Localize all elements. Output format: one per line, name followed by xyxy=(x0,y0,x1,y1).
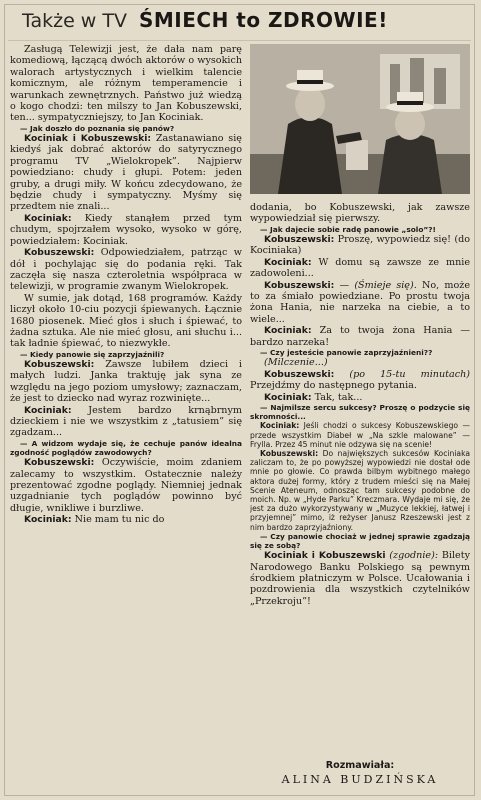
speaker: Kociniak i Kobuszewski: xyxy=(24,133,152,145)
answer-5 xyxy=(10,359,242,405)
answer-7 xyxy=(10,457,242,514)
headline xyxy=(8,8,471,41)
speaker: Kociniak: xyxy=(264,391,312,403)
reply-text: Przejdźmy do następnego pytania. xyxy=(250,380,417,392)
speaker: Kociniak: xyxy=(24,212,72,224)
question-1: — Jak doszło do poznania się panów? xyxy=(20,123,175,133)
two-men-photo xyxy=(250,44,470,194)
intro-paragraph: Zasługą Telewizji jest, że dała nam parę komediową, łączącą dwóch aktorów o wysokich walorach artystycznych i wielkim talencie komicznym, ale różnym temperamencie i warunkach zewnętrznych. Państwo już wiedzą o kogo chodzi: ten milszy to Jan Kobuszewski, ten... sympatyczniejszy, to Jan Kociniak. xyxy=(10,44,242,124)
left-column xyxy=(10,44,242,790)
reply-text: Jeśli chodzi o sukcesy Kobuszewskiego — przede wszystkim Diabeł w „Na szkle malowane” — Frylla. Przez 45 minut nie odzywa się na scenie! xyxy=(250,421,470,449)
reply-8 xyxy=(250,421,470,449)
reply-text: Tak, tak... xyxy=(314,391,363,403)
reply-9 xyxy=(250,449,470,532)
stage-direction: (Milczenie...) xyxy=(264,357,328,369)
reply-10 xyxy=(250,550,470,607)
byline xyxy=(250,760,470,792)
answer-text: Kiedy stanąłem przed tym chudym, spojrzałem wysoko, wysoko w górę, powiedziałem: Kociniak. xyxy=(10,212,242,247)
speaker: Kobuszewski: xyxy=(24,247,95,259)
speaker: Kobuszewski: xyxy=(264,368,335,380)
reply-2 xyxy=(250,257,470,280)
question-7: — Czy panowie chociaż w jednej sprawie zgadzają się ze sobą? xyxy=(250,531,470,550)
answer-3 xyxy=(10,247,242,293)
question-4: — Jak dajecie sobie radę panowie „solo”?! xyxy=(260,224,436,234)
reply-text: Za to twoja żona Hania — bardzo narzeka! xyxy=(250,325,470,348)
answer-text: Jestem bardzo krnąbrnym dzieckiem i nie we wszystkim z „tatusiem” się zgadzam... xyxy=(10,404,242,439)
speaker: Kociniak: xyxy=(260,421,300,431)
headline-kicker: Także w TV xyxy=(22,10,127,32)
answer-text: Odpowiedziałem, patrząc w dół i pochylając się do podania ręki. Tak zaczęła się nasza czteroletnia współpraca w telewizji, w programie zwanym Wielokropek. xyxy=(10,247,242,293)
question-2: — Kiedy panowie się zaprzyjaźnili? xyxy=(20,349,165,359)
speaker: Kobuszewski: xyxy=(264,279,335,291)
answer-text: Oczywiście, moim zdaniem zalecamy to wszystkim. Ostatecznie należy prezentować zgodne poglądy. Niemniej jednak uzgadnianie tych poglądów powinno być długie, wnikliwe i burzliwe. xyxy=(10,457,242,514)
reply-1 xyxy=(250,234,470,257)
reply-text: Do największych sukcesów Kociniaka zaliczam to, że po powyższej wypowiedzi nie dostał ode mnie po głowie. Co prawda bilbym wybitnego małego aktora dużej formy, który z trudem mieści się na Małej Scenie Ateneum, odnosząc tam sukcesy podobne do moich. Np. w „Hyde Parku” Kreczmara. Wydaje mi się, że jest za dużo wykorzystywany w „Muzyce lekkiej, łatwej i przyjemnej” mimo, iż reżyser Janusz Rzeszewski jest z nim bardzo zaprzyjaźniony. xyxy=(250,448,470,532)
answer-2 xyxy=(10,213,242,247)
question-5: — Czy jesteście panowie zaprzyjaźnieni?? xyxy=(260,348,433,358)
headline-title: ŚMIECH to ZDROWIE! xyxy=(139,8,388,32)
reply-6 xyxy=(250,369,470,392)
reply-text: Bilety Narodowego Banku Polskiego są pewnym środkiem płatniczym w Polsce. Ucałowania i pozdrowienia dla wszystkich czytelników „Przekroju”! xyxy=(250,550,470,607)
answer-text: Zastanawiano się kiedyś jak dobrać aktorów do satyrycznego programu TV „Wielokropek”. Najpierw powiedziano: chudy i głupi. Potem: jeden gruby, a drugi miły. W końcu zdecydowano, że będzie chudy i sympatyczny. Myśmy się przedtem nie znali... xyxy=(10,133,242,213)
reply-7 xyxy=(250,392,470,403)
reply-4 xyxy=(250,325,470,348)
answer-1 xyxy=(10,133,242,213)
continuation-paragraph: dodania, bo Kobuszewski, jak zawsze wypowiedział się pierwszy. xyxy=(250,202,470,225)
reply-3 xyxy=(250,280,470,326)
reply-text: Proszę, wypowiedz się! (do Kociniaka) xyxy=(250,234,470,257)
question-6: — Najmilsze sercu sukcesy? Proszę o podzycie się skromności... xyxy=(250,402,470,422)
stage-direction: — (Śmieje się). xyxy=(339,279,417,291)
speaker: Kobuszewski: xyxy=(260,448,319,458)
reply-text: W domu są zawsze ze mnie zadowoleni... xyxy=(250,256,470,280)
answer-4: W sumie, jak dotąd, 168 programów. Każdy liczył około 10-ciu pozycji śpiewanych. Łącznie 1680 piosenek. Mieć głos i słuch i śpiewać, to żadna sztuka. Ale nie mieć głosu, ani słuchu i... tak ładnie śpiewać, to niezwykłe. xyxy=(10,292,242,350)
right-column xyxy=(250,202,470,752)
speaker: Kociniak: xyxy=(264,256,312,268)
answer-8 xyxy=(10,514,242,525)
stage-direction: (po 15-tu minutach) xyxy=(349,368,470,380)
speaker: Kobuszewski: xyxy=(24,358,95,370)
stage-direction: (zgodnie): xyxy=(389,550,439,562)
byline-name: ALINA BUDZIŃSKA xyxy=(281,773,439,786)
answer-6 xyxy=(10,405,242,439)
speaker: Kociniak: xyxy=(264,325,312,337)
question-3: — A widzom wydaje się, że cechuje panów idealna zgodność poglądów zawodowych? xyxy=(10,438,242,458)
answer-text: Nie mam tu nic do xyxy=(74,514,165,526)
photo-illustration xyxy=(250,44,470,194)
reply-text: No, może to za śmiało powiedziane. Po prostu twoja żona Hania, nie narzeka na ciebie, a to wiele... xyxy=(250,279,470,325)
answer-text: Zawsze lubiłem dzieci i małych ludzi. Janka traktuję jak syna ze względu na jego poziom umysłowy; zaznaczam, że jest to dziecko nad wyraz rozwinięte... xyxy=(10,358,242,405)
speaker: Kobuszewski: xyxy=(24,457,95,469)
speaker: Kociniak: xyxy=(24,404,72,416)
speaker: Kociniak: xyxy=(24,514,72,526)
speaker: Kobuszewski: xyxy=(264,234,335,246)
speaker: Kociniak i Kobuszewski xyxy=(264,550,386,562)
reply-5 xyxy=(250,357,470,368)
byline-label: Rozmawiała: xyxy=(325,760,395,771)
